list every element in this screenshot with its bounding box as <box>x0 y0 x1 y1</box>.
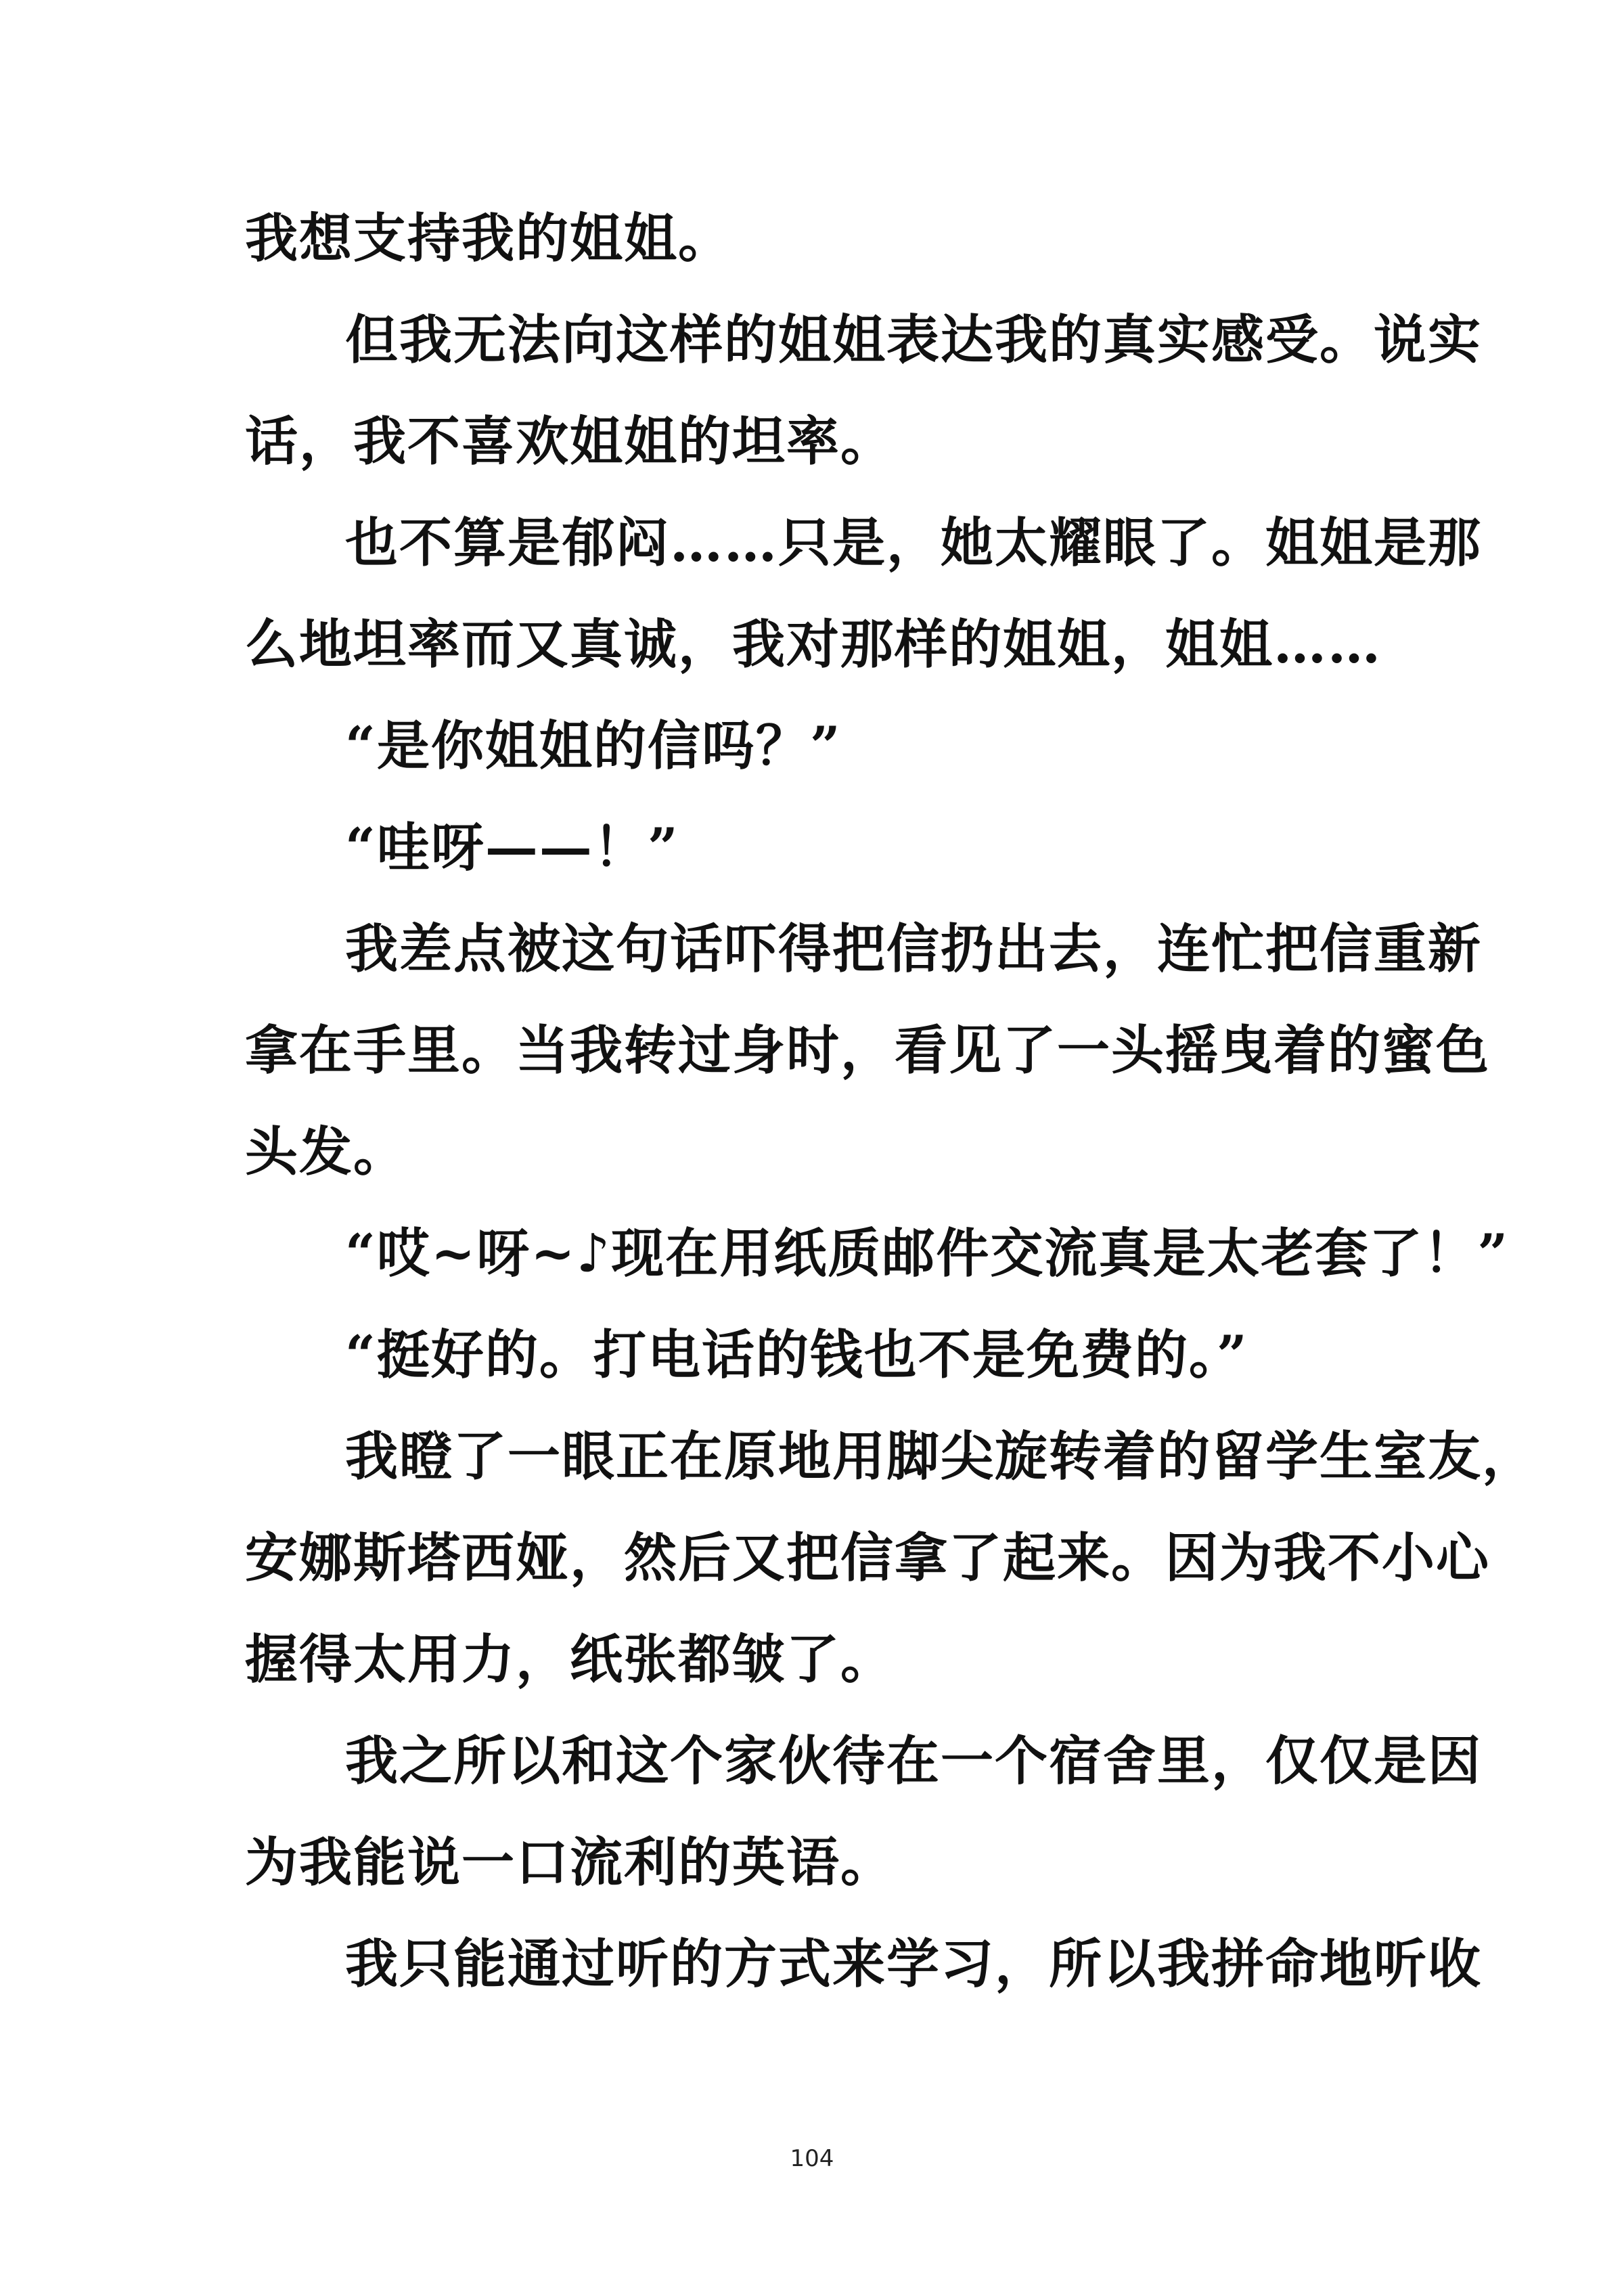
text-line: 头发。 <box>245 1121 408 1183</box>
page-number: 104 <box>790 2145 834 2172</box>
text-line: 话，我不喜欢姐姐的坦率。 <box>245 411 895 472</box>
text-line: “哇呀——！” <box>345 817 679 878</box>
text-line: 握得太用力，纸张都皱了。 <box>245 1629 895 1690</box>
text-line: 安娜斯塔西娅，然后又把信拿了起来。因为我不小心 <box>245 1527 1491 1589</box>
text-line: 拿在手里。当我转过身时，看见了一头摇曳着的蜜色 <box>245 1020 1491 1081</box>
text-line: 我瞪了一眼正在原地用脚尖旋转着的留学生室友， <box>345 1426 1537 1487</box>
text-line: 但我无法向这样的姐姐表达我的真实感受。说实 <box>345 309 1483 371</box>
text-line: “挺好的。打电话的钱也不是免费的。” <box>345 1324 1248 1386</box>
text-line: “哎~呀~♪现在用纸质邮件交流真是太老套了！” <box>345 1223 1510 1284</box>
text-line: 也不算是郁闷……只是，她太耀眼了。姐姐是那 <box>345 512 1483 574</box>
text-line: 我只能通过听的方式来学习，所以我拼命地听收 <box>345 1933 1483 1995</box>
text-line: 我想支持我的姐姐。 <box>245 208 733 269</box>
text-line: 么地坦率而又真诚，我对那样的姐姐，姐姐…… <box>245 614 1382 675</box>
text-line: 为我能说一口流利的英语。 <box>245 1832 895 1893</box>
text-line: 我差点被这句话吓得把信扔出去，连忙把信重新 <box>345 918 1483 980</box>
text-line: 我之所以和这个家伙待在一个宿舍里，仅仅是因 <box>345 1730 1483 1792</box>
text-line: “是你姐姐的信吗？” <box>345 715 842 777</box>
